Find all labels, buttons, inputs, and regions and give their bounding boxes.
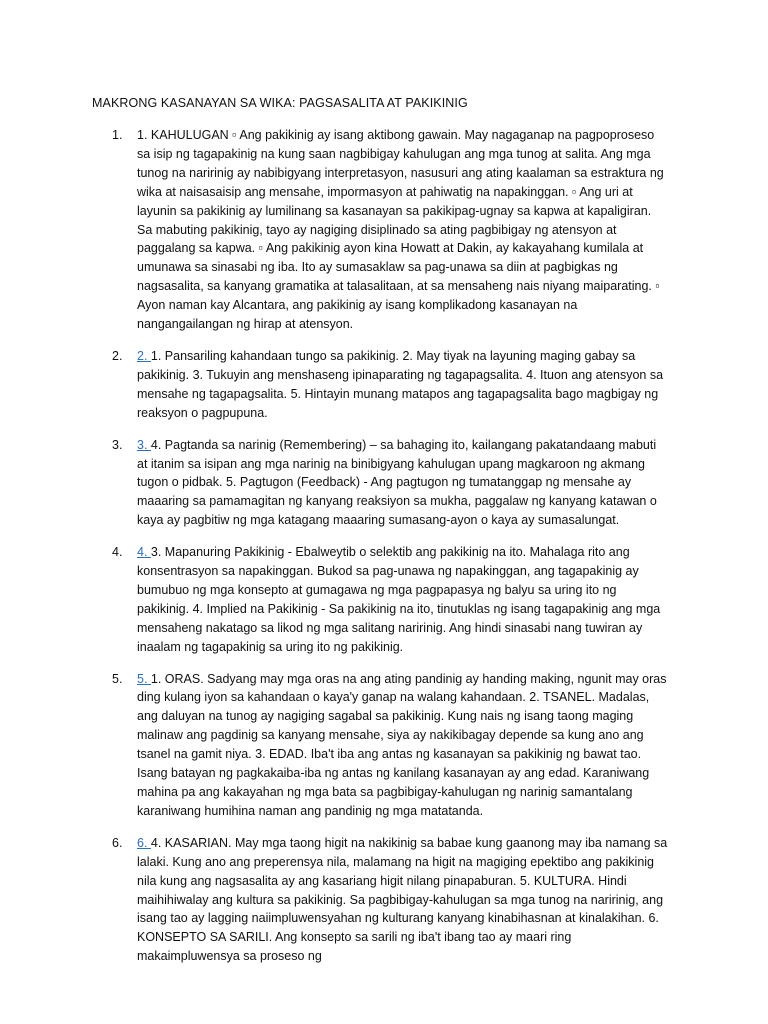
- document-title: MAKRONG KASANAYAN SA WIKA: PAGSASALITA AT PAKIKINIG: [92, 96, 468, 110]
- list-number: 5.: [112, 671, 123, 686]
- list-item: [92, 126, 668, 334]
- page-link[interactable]: 5.: [137, 671, 151, 686]
- list-item: [92, 543, 668, 656]
- list-item-text: 1. ORAS. Sadyang may mga oras na ang ating pandinig ay handing making, ngunit may oras ding kulang iyon sa kahandaan o kaya'y ganap na walang kahandaan. 2. TSANEL. Madalas, ang daluyan na tunog ay nagiging sagabal sa pakikinig. Kung nais ng isang taong maging malinaw ang pagdinig sa kanyang mensahe, siya ay nakikibagay depende sa kung ano ang tsanel na gamit niya. 3. EDAD. Iba't iba ang antas ng kasanayan sa pakikinig ng bawat tao. Isang batayan ng pagkakaiba-iba ng antas ng kanilang kasanayan ay ang edad. Karaniwang mahina pa ang kakayahan ng mga bata sa pagbibigay-kahulugan ng narinig samantalang karaniwang humihina naman ang pandinig ng mga matatanda.: [137, 671, 667, 818]
- list-item-text: 1. Pansariling kahandaan tungo sa pakikinig. 2. May tiyak na layuning maging gabay sa pakikinig. 3. Tukuyin ang menshaseng ipinaparating ng tagapagsalita. 4. Ituon ang atensyon sa mensahe ng tagapagsalita. 5. Hintayin munang matapos ang tagapagsalita bago magbigay ng reaksyon o pagpupuna.: [137, 348, 664, 420]
- list-item-text: 4. Pagtanda sa narinig (Remembering) – sa bahaging ito, kailangang pakatandaang mabuti at itanim sa isipan ang mga narinig na binibigyang kahulugan upang magkaroon ng akmang tugon o pidbak. 5. Pagtugon (Feedback) - Ang pagtugon ng tumatanggap ng mensahe ay maaaring sa pamamagitan ng kanyang reaksiyon sa mukha, paggalaw ng kanyang katawan o kaya ay pagbitiw ng mga katagang maaaring sumasang-ayon o kaya ay sumasalungat.: [137, 437, 657, 528]
- list-item: [92, 670, 668, 821]
- list-item-text: 1. KAHULUGAN ▫ Ang pakikinig ay isang aktibong gawain. May nagaganap na pagpoproseso sa isip ng tagapakinig na kung saan nagbibigay kahulugan ang mga tunog at salita. Ang mga tunog na naririnig ay nabibigyang interpretasyon, nasusuri ang ating kaalaman sa estraktura ng wika at naisasaisip ang mensahe, impormasyon at pahiwatig na napakinggan. ▫ Ang uri at layunin sa pakikinig ay lumilinang sa kasanayan sa pakikipag-ugnay sa kapwa at kapaligiran. Sa mabuting pakikinig, tayo ay nagiging disiplinado sa ating pagbibigay ng atensyon at paggalang sa kapwa. ▫ Ang pakikinig ayon kina Howatt at Dakin, ay kakayahang kumilala at umunawa sa sinasabi ng iba. Ito ay sumasaklaw sa pag-unawa sa diin at pagbigkas ng nagsasalita, sa kanyang gramatika at talasalitaan, at sa mensaheng nais niyang maiparating. ▫ Ayon naman kay Alcantara, ang pakikinig ay isang komplikadong kasanayan na nangangailangan ng hirap at atensyon.: [137, 128, 664, 332]
- list-item: [92, 834, 668, 966]
- list-item: [92, 436, 668, 531]
- list-item: [92, 347, 668, 423]
- list-number: 1.: [112, 128, 123, 142]
- page-link[interactable]: 6.: [137, 835, 151, 850]
- page-link[interactable]: 2.: [137, 348, 151, 363]
- page-link[interactable]: 3.: [137, 437, 151, 452]
- list-number: 6.: [112, 835, 123, 850]
- list-item-text: 4. KASARIAN. May mga taong higit na nakikinig sa babae kung gaanong may iba namang sa lalaki. Kung ano ang preperensya nila, malamang na higit na magiging epektibo ang pakikinig nila kung ang nagsasalita ay ang kasariang higit nilang pinapaburan. 5. KULTURA. Hindi maihihiwalay ang kultura sa pakikinig. Sa pagbibigay-kahulugan sa mga tunog na naririnig, ang isang tao ay lagging naiimpluwensyahan ng kulturang kanyang kinabihasnan at kinalakihan. 6. KONSEPTO SA SARILI. Ang konsepto sa sarili ng iba't ibang tao ay maari ring makaimpluwensya sa proseso ng: [137, 835, 668, 964]
- list-number: 3.: [112, 437, 123, 452]
- list-number: 2.: [112, 348, 123, 363]
- numbered-list: [92, 126, 668, 966]
- list-item-text: 3. Mapanuring Pakikinig - Ebalweytib o selektib ang pakikinig na ito. Mahalaga rito ang konsentrasyon sa napakinggan. Bukod sa pag-unawa ng napakinggan, ang tagapakinig ay bumubuo ng mga konsepto at gumagawa ng mga pagpapasya ng balyu sa uring ito ng pakikinig. 4. Implied na Pakikinig - Sa pakikinig na ito, tinutuklas ng isang tagapakinig ang mga mensaheng nakatago sa likod ng mga salitang naririnig. Ang hindi sinasabi nang tuwiran ay inaalam ng tagapakinig sa uring ito ng pakikinig.: [137, 545, 661, 654]
- list-number: 4.: [112, 545, 123, 560]
- page-link[interactable]: 4.: [137, 545, 151, 560]
